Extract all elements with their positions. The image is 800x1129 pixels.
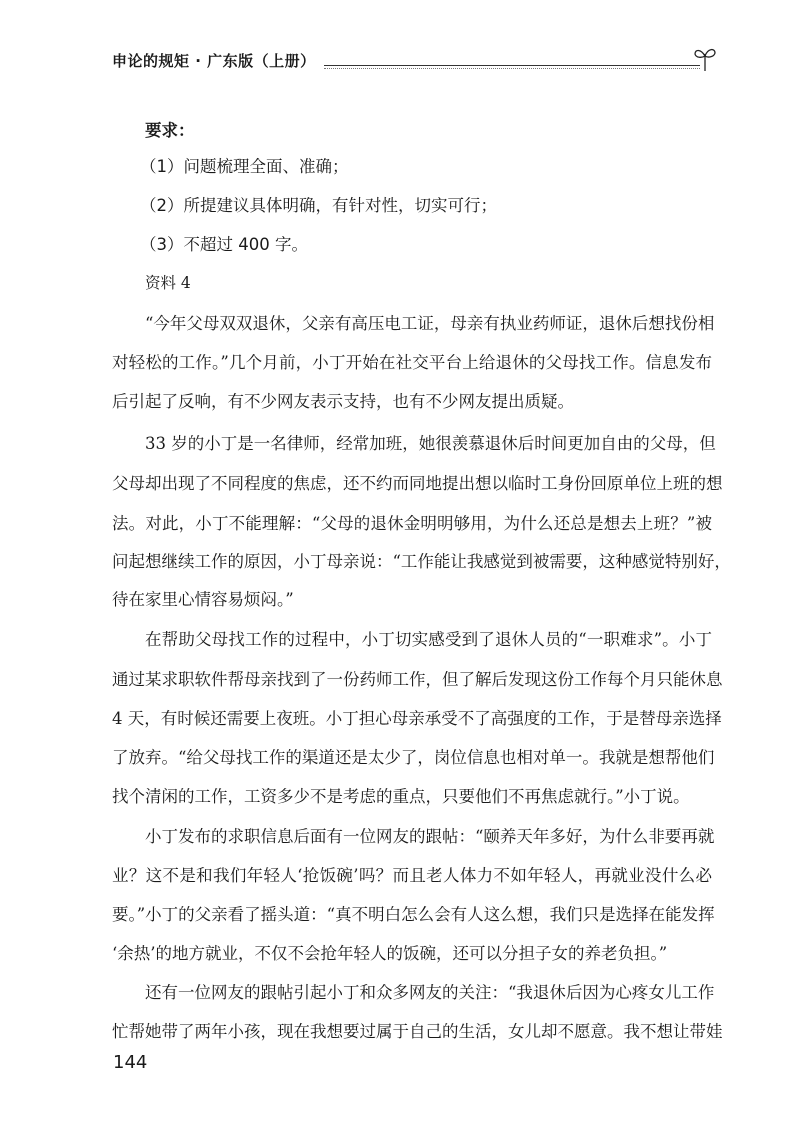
body-line: “今年父母双双退休，父亲有高压电工证，母亲有执业药师证，退休后想找份相 bbox=[145, 314, 715, 333]
requirement-item-2: （2）所提建议具体明确，有针对性，切实可行； bbox=[140, 196, 497, 215]
body-line: 法。对此，小丁不能理解：“父母的退休金明明够用，为什么还总是想去上班？”被 bbox=[112, 514, 712, 533]
body-line: 父母却出现了不同程度的焦虑，还不约而同地提出想以临时工身份回原单位上班的想 bbox=[112, 474, 723, 493]
body-line: 业？这不是和我们年轻人‘抢饭碗’吗？而且老人体力不如年轻人，再就业没什么必 bbox=[112, 866, 712, 885]
body-line: ‘余热’的地方就业，不仅不会抢年轻人的饭碗，还可以分担子女的养老负担。” bbox=[112, 944, 668, 963]
body-line: 问起想继续工作的原因，小丁母亲说：“工作能让我感觉到被需要，这种感觉特别好， bbox=[112, 552, 731, 571]
body-line: 小丁发布的求职信息后面有一位网友的跟帖：“颐养天年多好，为什么非要再就 bbox=[145, 827, 715, 846]
body-line: 还有一位网友的跟帖引起小丁和众多网友的关注：“我退休后因为心疼女儿工作 bbox=[145, 983, 715, 1002]
header-dotted-rule bbox=[324, 68, 700, 69]
body-line: 找个清闲的工作，工资多少不是考虑的重点，只要他们不再焦虑就行。”小丁说。 bbox=[112, 787, 690, 806]
requirements-heading: 要求： bbox=[145, 121, 195, 140]
body-line: 忙帮她带了两年小孩，现在我想要过属于自己的生活，女儿却不愿意。我不想让带娃 bbox=[112, 1022, 723, 1041]
body-line: 4 天，有时候还需要上夜班。小丁担心母亲承受不了高强度的工作，于是替母亲选择 bbox=[112, 709, 722, 728]
header-title: 申论的规矩 · 广东版（上册） bbox=[112, 52, 316, 70]
header-rule bbox=[324, 65, 700, 66]
body-line: 了放弃。“给父母找工作的渠道还是太少了，岗位信息也相对单一。我就是想帮他们 bbox=[112, 748, 715, 767]
running-header bbox=[112, 46, 712, 76]
body-line: 通过某求职软件帮母亲找到了一份药师工作，但了解后发现这份工作每个月只能休息 bbox=[112, 670, 723, 689]
material-title: 资料 4 bbox=[145, 274, 191, 292]
body-line: 33 岁的小丁是一名律师，经常加班，她很羡慕退休后时间更加自由的父母，但 bbox=[145, 434, 716, 453]
body-line: 对轻松的工作。”几个月前，小丁开始在社交平台上给退休的父母找工作。信息发布 bbox=[112, 353, 712, 372]
body-line: 要。”小丁的父亲看了摇头道：“真不明白怎么会有人这么想，我们只是选择在能发挥 bbox=[112, 905, 715, 924]
requirement-item-3: （3）不超过 400 字。 bbox=[140, 235, 308, 254]
page-number: 144 bbox=[113, 1052, 148, 1073]
body-line: 待在家里心情容易烦闷。” bbox=[112, 590, 294, 609]
body-line: 后引起了反响，有不少网友表示支持，也有不少网友提出质疑。 bbox=[112, 392, 574, 411]
body-line: 在帮助父母找工作的过程中，小丁切实感受到了退休人员的“一职难求”。小丁 bbox=[145, 630, 712, 649]
sprout-icon bbox=[694, 46, 716, 72]
requirement-item-1: （1）问题梳理全面、准确； bbox=[140, 157, 349, 176]
